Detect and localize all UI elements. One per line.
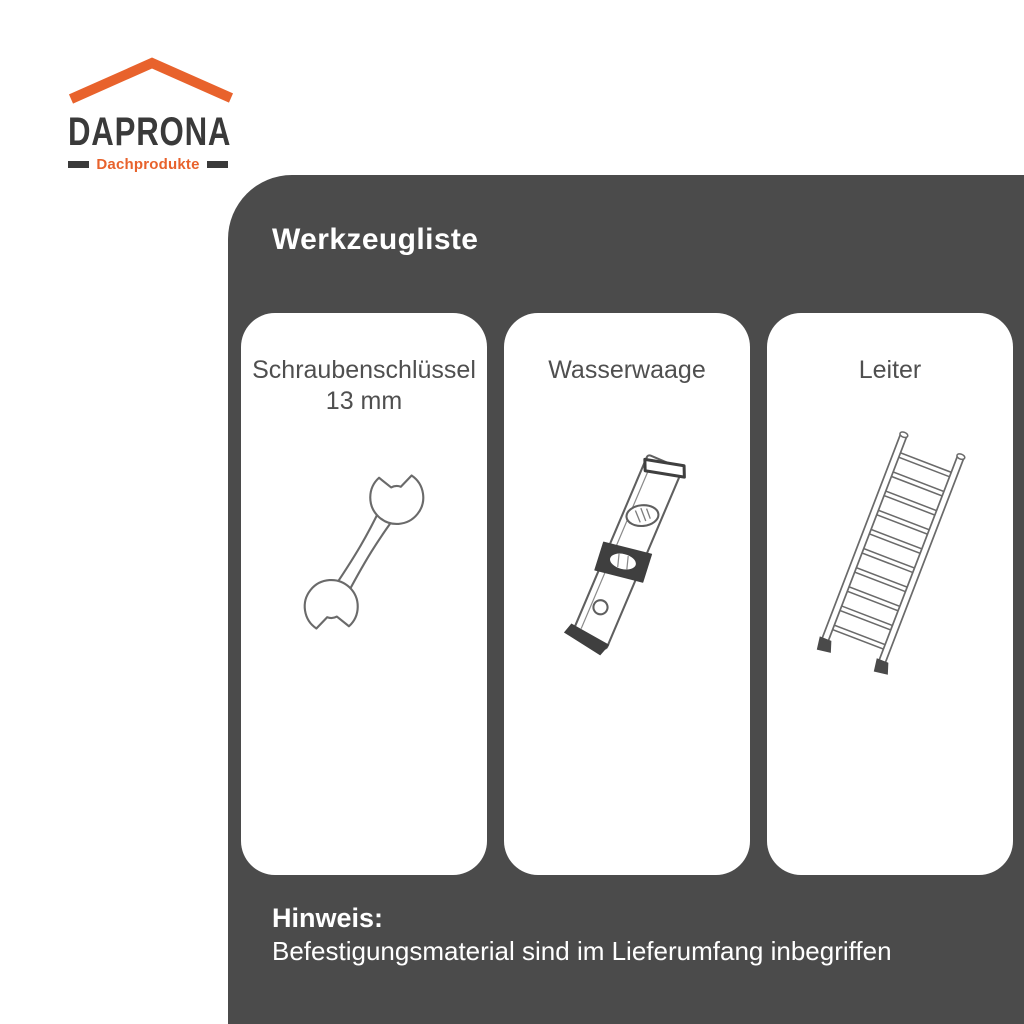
- brand-tagline-row: [68, 156, 228, 173]
- ladder-icon: [767, 427, 1013, 677]
- tool-card-title: [252, 355, 476, 417]
- tool-card-wasserwaage: [504, 313, 750, 875]
- tool-card-leiter: [767, 313, 1013, 875]
- brand-logo: [68, 56, 232, 173]
- tagline-bar-left: [68, 161, 89, 168]
- brand-tagline: Dachprodukte: [96, 156, 200, 173]
- tool-title-line2: 13 mm: [325, 387, 403, 415]
- tool-card-title: [859, 355, 922, 417]
- wrench-icon: [241, 427, 487, 677]
- tool-card-title: [548, 355, 705, 417]
- note-block: [272, 901, 892, 968]
- tool-cards-row: [241, 313, 1013, 875]
- tagline-bar-right: [207, 161, 228, 168]
- roof-icon: [66, 56, 236, 104]
- spirit-level-icon: [504, 427, 750, 677]
- brand-name: DAPRONA: [68, 110, 232, 154]
- note-text: Befestigungsmaterial sind im Lieferumfang inbegriffen: [272, 936, 892, 966]
- tool-title-line1: Wasserwaage: [548, 356, 706, 384]
- tool-list-panel: [228, 175, 1024, 1024]
- note-label: Hinweis:: [272, 903, 384, 933]
- tool-card-schraubenschluessel: [241, 313, 487, 875]
- panel-title: Werkzeugliste: [272, 223, 479, 256]
- tool-title-line1: Schraubenschlüssel: [252, 356, 476, 384]
- tool-title-line1: Leiter: [858, 356, 922, 384]
